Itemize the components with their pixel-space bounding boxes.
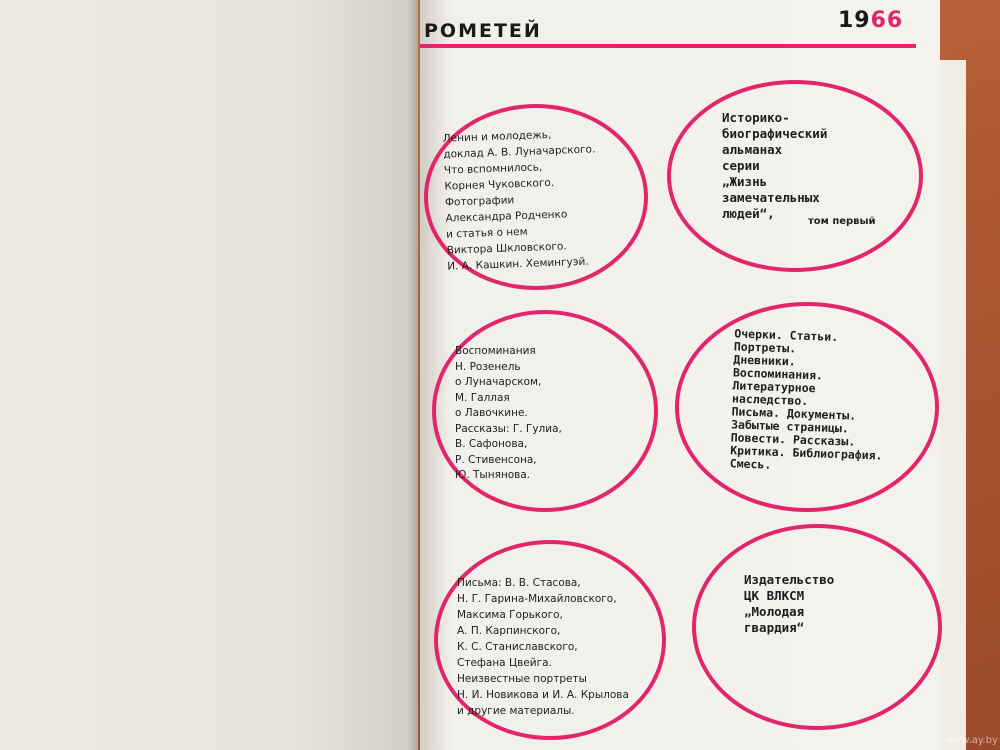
contents-text-bottom-left: Письма: В. В. Стасова, Н. Г. Гарина-Михайловского, Максима Горького, А. П. Карпинского, К. С. Станиславского, Стефана Цвейга. Неизвестные портреты Н. И. Новикова и И. А. Крылова и другие материалы. xyxy=(457,577,629,717)
header-rule xyxy=(420,44,916,48)
contents-text-top-right: Историко- биографический альманах серии „Жизнь замечательных людей“, xyxy=(722,110,828,221)
watermark: www.ay.by xyxy=(945,735,998,746)
contents-text-middle-right: Очерки. Статьи. Портреты. Дневники. Воспоминания. Литературное наследство. Письма. Документы. Забытые страницы. Повести. Рассказы. Критика. Библиография. Смесь. xyxy=(729,326,883,472)
year-prefix: 19 xyxy=(838,8,871,33)
almanac-title: РОМЕТЕЙ xyxy=(424,20,542,42)
year-accent: 66 xyxy=(870,8,904,33)
year-label xyxy=(838,8,903,33)
left-blank-page xyxy=(0,0,418,750)
contents-text-middle-left: Воспоминания Н. Розенель о Луначарском, М. Галлая о Лавочкине. Рассказы: Г. Гулиа, В. Сафонова, Р. Стивенсона, Ю. Тынянова. xyxy=(455,345,562,481)
contents-text-top-left: Ленин и молодежь, доклад А. В. Луначарского. Что вспомнилось, Корнея Чуковского. Фотографии Александра Родченко и статья о нем Виктора Шкловского. И. А. Кашкин. Хемингуэй. xyxy=(442,128,596,273)
contents-text-bottom-right: Издательство ЦК ВЛКСМ „Молодая гвардия“ xyxy=(744,572,835,635)
contents-text-top-right-tail: том первый xyxy=(808,216,876,227)
